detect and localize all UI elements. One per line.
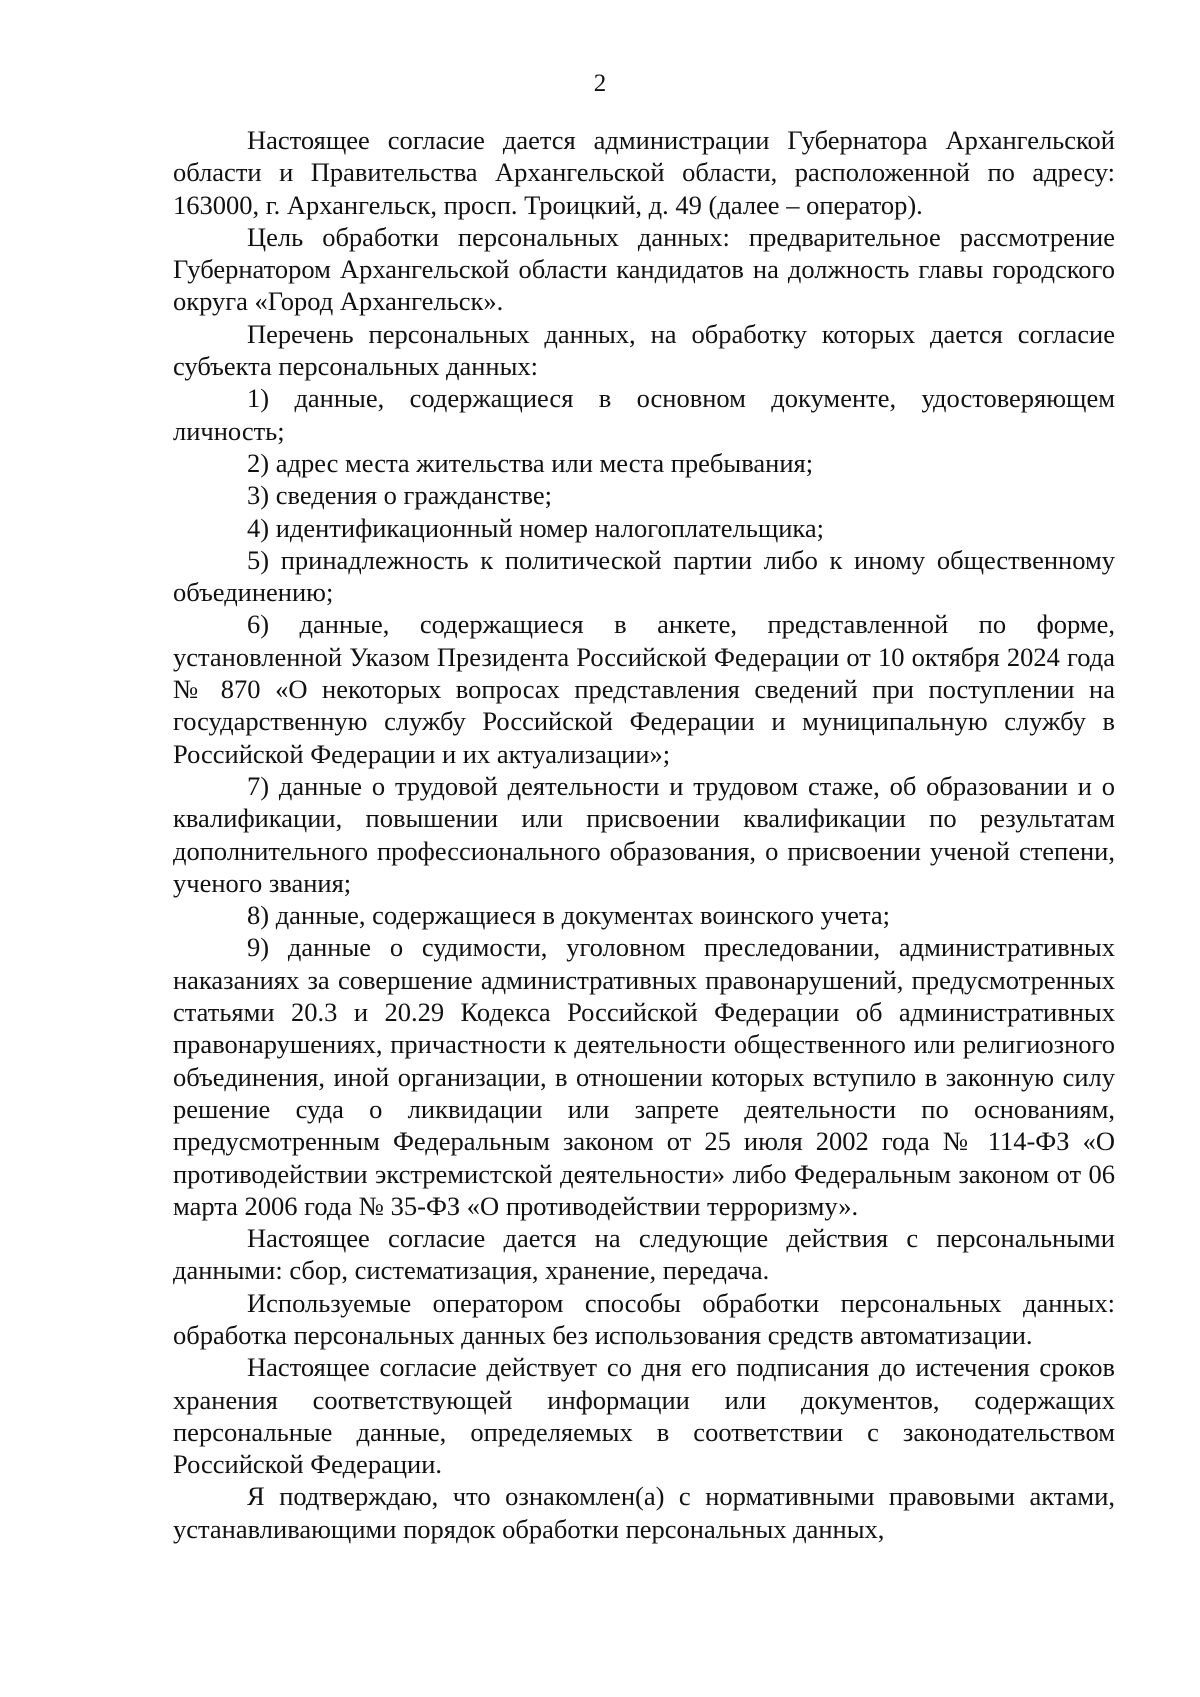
- list-item-address: 2) адрес места жительства или места пребывания;: [247, 447, 814, 478]
- list-item-identity-document: 1) данные, содержащиеся в основном документе, удостоверяющем личность;: [173, 383, 1115, 446]
- paragraph-operator: Настоящее согласие дается администрации Губернатора Архангельской области и Правительства Архангельской области, расположенной по адресу: 163000, г. Архангельск, просп. Троицкий, д. 49 (далее – оператор).: [173, 125, 1115, 220]
- paragraph-processing-methods: Используемые оператором способы обработки персональных данных: обработка персональных данных без использования средств автоматизации.: [173, 1287, 1115, 1350]
- page-number: 2: [593, 70, 607, 97]
- paragraph-data-list-intro: Перечень персональных данных, на обработку которых дается согласие субъекта персональных данных:: [173, 318, 1115, 382]
- paragraph-actions: Настоящее согласие дается на следующие действия с персональными данными: сбор, систематизация, хранение, передача.: [173, 1223, 1115, 1286]
- paragraph-validity-period: Настоящее согласие действует со дня его подписания до истечения сроков хранения соответствующей информации или документов, содержащих персональные данные, определяемых в соответствии с законодательством Российской Федерации.: [173, 1352, 1115, 1480]
- paragraph-confirmation: Я подтверждаю, что ознакомлен(а) с нормативными правовыми актами, устанавливающими порядок обработки персональных данных,: [173, 1481, 1115, 1544]
- paragraph-purpose: Цель обработки персональных данных: предварительное рассмотрение Губернатором Архангельской области кандидатов на должность главы городского округа «Город Архангельск».: [173, 221, 1115, 317]
- list-item-tax-number: 4) идентификационный номер налогоплательщика;: [247, 512, 825, 543]
- list-item-party-membership: 5) принадлежность к политической партии либо к иному общественному объединению;: [173, 544, 1115, 608]
- list-item-questionnaire: 6) данные, содержащиеся в анкете, представленной по форме, установленной Указом Президента Российской Федерации от 10 октября 2024 года № 870 «О некоторых вопросах представления сведений при поступлении на государственную службу Российской Федерации и муниципальную службу в Российской Федерации и их актуализации»;: [173, 609, 1115, 769]
- document-body: [173, 124, 1115, 1545]
- list-item-criminal-records: 9) данные о судимости, уголовном преследовании, административных наказаниях за совершение административных правонарушений, предусмотренных статьями 20.3 и 20.29 Кодекса Российской Федерации об административных правонарушениях, причастности к деятельности общественного или религиозного объединения, иной организации, в отношении которых вступило в законную силу решение суда о ликвидации или запрете деятельности по основаниям, предусмотренным Федеральным законом от 25 июля 2002 года № 114-ФЗ «О противодействии экстремистской деятельности» либо Федеральным законом от 06 марта 2006 года № 35-ФЗ «О противодействии терроризму».: [173, 932, 1115, 1221]
- list-item-military-records: 8) данные, содержащиеся в документах воинского учета;: [247, 900, 890, 931]
- list-item-employment-education: 7) данные о трудовой деятельности и трудовом стаже, об образовании и о квалификации, повышении или присвоении квалификации по результатам дополнительного профессионального образования, о присвоении ученой степени, ученого звания;: [173, 770, 1115, 898]
- list-item-citizenship: 3) сведения о гражданстве;: [247, 480, 552, 511]
